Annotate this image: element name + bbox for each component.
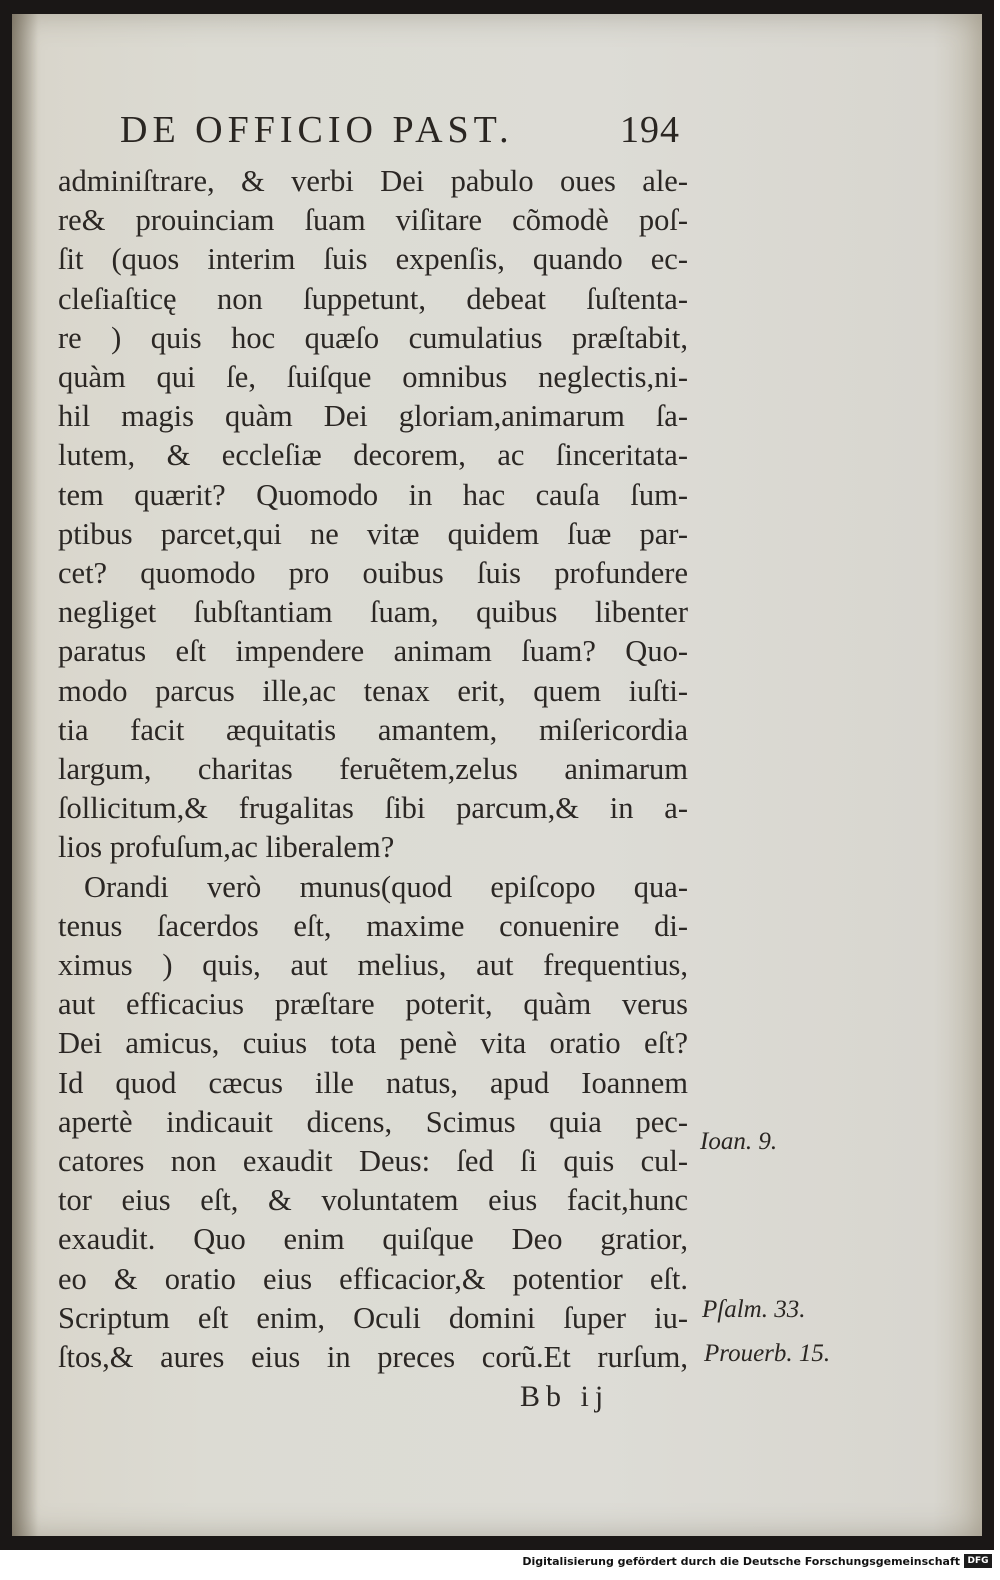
text-line: largum, charitas feruẽtem,zelus animarum	[58, 752, 688, 787]
text-line: tor eius eſt, & voluntatem eius facit,hunc	[58, 1183, 688, 1218]
text-line: paratus eſt impendere animam ſuam? Quo-	[58, 634, 688, 669]
body-text	[58, 162, 688, 1377]
text-line: cet? quomodo pro ouibus ſuis profundere	[58, 556, 688, 591]
margin-note-ioan: Ioan. 9.	[700, 1128, 778, 1155]
text-line: exaudit. Quo enim quiſque Deo gratior,	[58, 1222, 688, 1257]
text-line: lutem, & eccleſiæ decorem, ac ſinceritata-	[58, 438, 688, 473]
text-line: ſit (quos interim ſuis expenſis, quando ec-	[58, 242, 688, 277]
text-line: lios profuſum,ac liberalem?	[58, 830, 395, 865]
text-line: tem quærit? Quomodo in hac cauſa ſum-	[58, 477, 688, 512]
text-line: ptibus parcet,qui ne vitæ quidem ſuæ par-	[58, 516, 688, 551]
text-line: ximus ) quis, aut melius, aut frequentius,	[58, 948, 688, 983]
text-line: Id quod cæcus ille natus, apud Ioannem	[58, 1065, 688, 1100]
running-head	[120, 108, 680, 152]
text-line: hil magis quàm Dei gloriam,animarum ſa-	[58, 399, 688, 434]
text-line: tia facit æquitatis amantem, miſericordia	[58, 712, 688, 747]
text-line: ſollicitum,& frugalitas ſibi parcum,& in a-	[58, 791, 688, 826]
margin-note-psalm: Pſalm. 33.	[702, 1296, 806, 1323]
text-line: Scriptum eſt enim, Oculi domini ſuper iu-	[58, 1300, 688, 1335]
text-line: quàm qui ſe, ſuiſque omnibus neglectis,ni-	[58, 360, 688, 395]
gutter-shadow	[12, 14, 38, 1536]
text-line: apertè indicauit dicens, Scimus quia pec-	[58, 1104, 688, 1139]
footer-credit: Digitalisierung gefördert durch die Deutsche Forschungsgemeinschaft	[522, 1555, 960, 1568]
signature-mark: Bb ij	[520, 1380, 610, 1413]
running-head-title: DE OFFICIO PAST.	[120, 109, 514, 151]
text-line: Dei amicus, cuius tota penè vita oratio eſt?	[58, 1026, 688, 1061]
text-line: tenus ſacerdos eſt, maxime conuenire di-	[58, 908, 688, 943]
text-line: aut efficacius præſtare poterit, quàm verus	[58, 987, 688, 1022]
text-line: modo parcus ille,ac tenax erit, quem iuſti-	[58, 673, 688, 708]
text-line: eo & oratio eius efficacior,& potentior eſt.	[58, 1261, 688, 1296]
text-line: catores non exaudit Deus: ſed ſi quis cul-	[58, 1144, 688, 1179]
margin-note-prouerb: Prouerb. 15.	[704, 1340, 831, 1367]
text-line: re ) quis hoc quæſo cumulatius præſtabit,	[58, 320, 688, 355]
text-line: ſtos,& aures eius in preces corũ.Et rurſum,	[58, 1340, 688, 1375]
text-line: negliget ſubſtantiam ſuam, quibus libenter	[58, 595, 688, 630]
text-line: re& prouinciam ſuam viſitare cõmodè poſ-	[58, 203, 688, 238]
page-number: 194	[620, 109, 680, 151]
text-line: cleſiaſticę non ſuppetunt, debeat ſuſtenta-	[58, 281, 688, 316]
dfg-logo-icon: DFG	[964, 1554, 992, 1568]
text-line: adminiſtrare, & verbi Dei pabulo oues ale-	[58, 164, 688, 198]
text-line: Orandi verò munus(quod epiſcopo qua-	[84, 869, 688, 904]
